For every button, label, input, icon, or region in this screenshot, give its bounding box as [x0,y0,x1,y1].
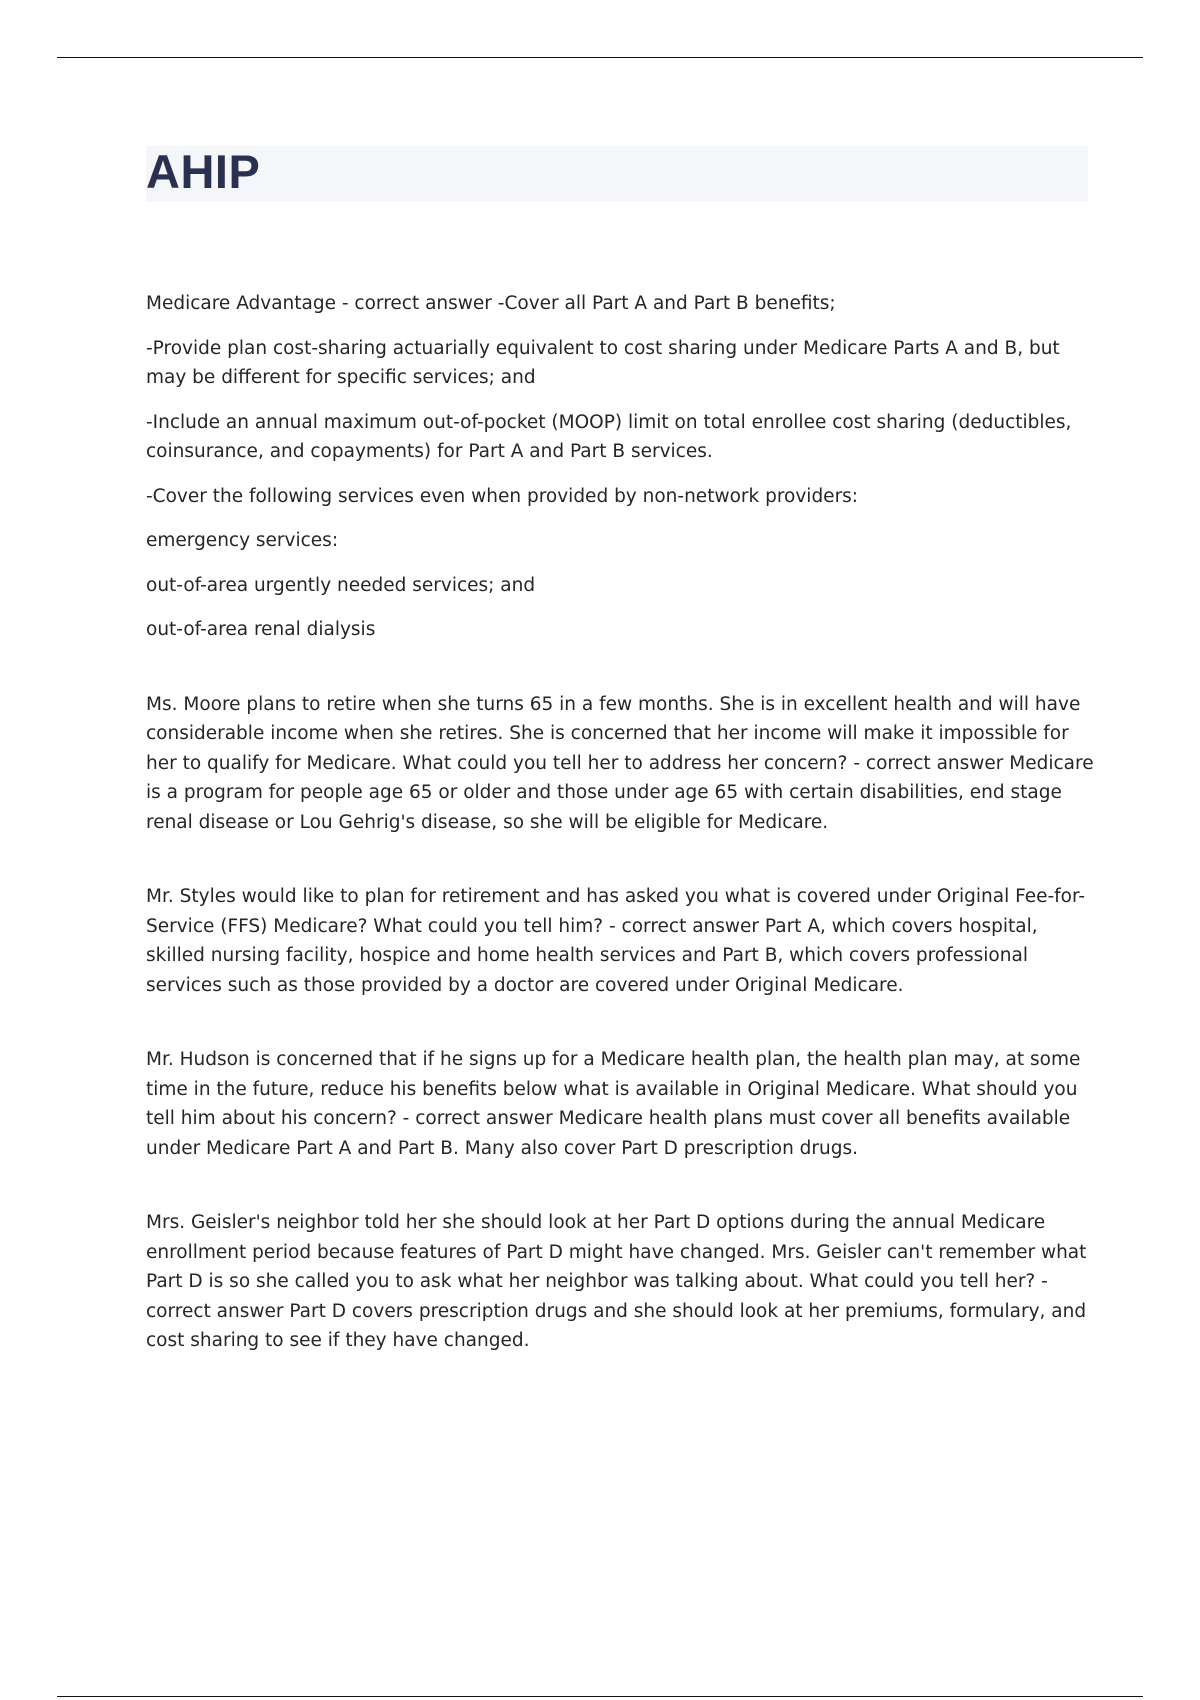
qa-entry-ms-moore [146,690,1096,838]
entry-paragraph: Ms. Moore plans to retire when she turns 65 in a few months. She is in excellent health and will have considerable income when she retires. She is concerned that her income will make it impossible for her to qualify for Medicare. What could you tell her to address her concern? - correct answer Medicare is a program for people age 65 or older and those under age 65 with certain disabilities, end stage renal disease or Lou Gehrig's disease, so she will be eligible for Medicare. [146,693,1094,833]
qa-entry-mr-styles [146,882,1096,1000]
entry-paragraph: -Provide plan cost-sharing actuarially equivalent to cost sharing under Medicare Parts A and B, but may be different for specific services; and [146,337,1060,388]
entry-paragraph: out-of-area renal dialysis [146,619,376,640]
qa-entry-mr-hudson [146,1045,1096,1163]
entry-paragraph: out-of-area urgently needed services; and [146,574,536,596]
header-rule [57,57,1143,58]
entry-paragraph: -Cover the following services even when provided by non-network providers: [146,485,859,507]
entry-paragraph: Medicare Advantage - correct answer -Cover all Part A and Part B benefits; [146,293,836,314]
qa-entry-mrs-geisler [146,1208,1096,1356]
document-title: AHIP [146,145,261,198]
title-band [146,146,1088,202]
footer-rule [57,1696,1143,1697]
entry-paragraph: -Include an annual maximum out-of-pocket (MOOP) limit on total enrollee cost sharing (deductibles, coinsurance, and copayments) for Part A and Part B services. [146,411,1072,462]
entry-paragraph: Mrs. Geisler's neighbor told her she should look at her Part D options during the annual Medicare enrollment period because features of Part D might have changed. Mrs. Geisler can't remember what Part D is so she called you to ask what her neighbor was talking about. What could you tell her? - correct answer Part D covers prescription drugs and she should look at her premiums, formulary, and cost sharing to see if they have changed. [146,1212,1087,1351]
entry-paragraph: emergency services: [146,530,339,551]
entry-paragraph: Mr. Hudson is concerned that if he signs up for a Medicare health plan, the health plan may, at some time in the future, reduce his benefits below what is available in Original Medicare. What should you tell him about his concern? - correct answer Medicare health plans must cover all benefits available under Medicare Part A and Part B. Many also cover Part D prescription drugs. [146,1049,1081,1159]
entry-paragraph: Mr. Styles would like to plan for retirement and has asked you what is covered under Original Fee-for-Service (FFS) Medicare? What could you tell him? - correct answer Part A, which covers hospital, skilled nursing facility, hospice and home health services and Part B, which covers professional services such as those provided by a doctor are covered under Original Medicare. [146,886,1086,996]
qa-entry-medicare-advantage [146,289,1096,645]
document-body [146,289,1096,1356]
